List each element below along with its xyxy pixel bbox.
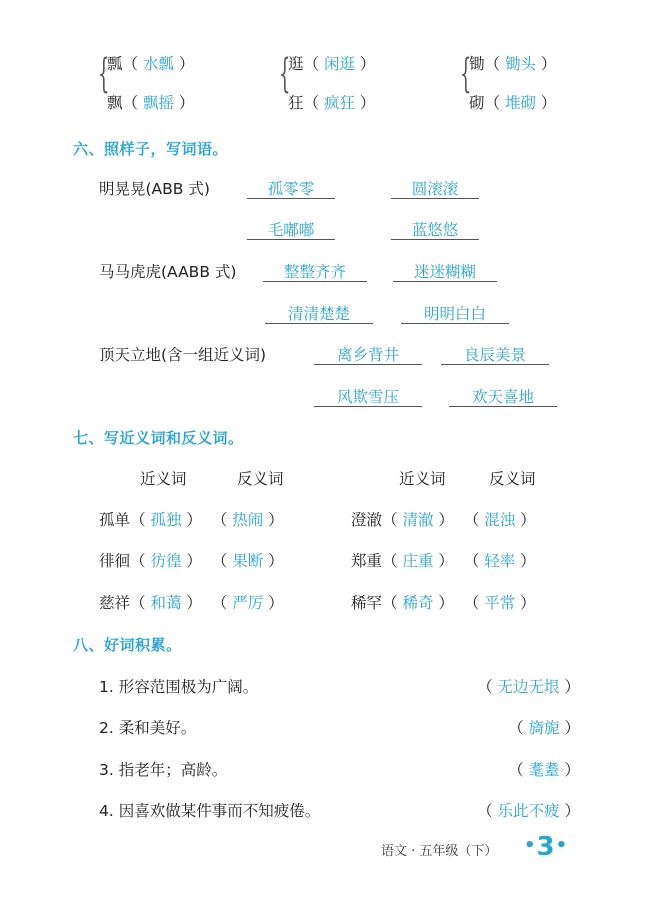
word-row: 稀罕（ 稀奇 ） （ 平常 ）	[351, 594, 536, 612]
char-line: 狂（ 疯狂 ）	[288, 94, 376, 112]
word: 稀罕	[351, 594, 383, 612]
footer-subject: 语文 · 五年级（下）	[381, 844, 498, 859]
section-8-title: 八、好词积累。	[73, 636, 182, 654]
underline	[314, 364, 422, 365]
char: 砌	[469, 94, 485, 112]
brace-icon: {	[460, 51, 472, 97]
answer-blank: 离乡背井	[336, 346, 399, 364]
answer: 疯狂	[323, 94, 355, 112]
pattern-label: 马马虎虎(AABB 式)	[99, 263, 237, 281]
antonym: 热闹	[232, 511, 264, 529]
word: 郑重	[351, 552, 383, 570]
answer-blank: 整整齐齐	[283, 263, 346, 281]
char: 飘	[107, 94, 123, 112]
answer: 堆砌	[504, 94, 536, 112]
answer-blank: 清清楚楚	[287, 305, 350, 323]
page-number-value: 3	[536, 832, 556, 862]
underline	[314, 406, 422, 407]
char-line: 锄（ 锄头 ）	[469, 55, 557, 73]
word-row: 郑重（ 庄重 ） （ 轻率 ）	[351, 552, 536, 570]
definition-text: 1. 形容范围极为广阔。	[99, 678, 259, 696]
definition-answer: （ 旖旎 ）	[508, 719, 580, 737]
word: 慈祥	[99, 594, 131, 612]
definition-text: 2. 柔和美好。	[99, 719, 197, 737]
pattern-label: 明晃晃(ABB 式)	[99, 180, 210, 198]
column-header-antonym: 反义词	[489, 470, 536, 488]
page-number	[524, 832, 568, 862]
definition-answer: （ 乐此不疲 ）	[477, 802, 580, 820]
char-line: 飘（ 飘摇 ）	[107, 94, 195, 112]
word-row: 慈祥（ 和蔼 ） （ 严厉 ）	[99, 594, 284, 612]
answer-blank: 迷迷糊糊	[413, 263, 476, 281]
bullet-icon: •	[555, 835, 569, 856]
word-row: 澄澈（ 清澈 ） （ 混浊 ）	[351, 511, 536, 529]
underline	[263, 281, 367, 282]
answer: 锄头	[504, 55, 536, 73]
answer: 闲逛	[323, 55, 355, 73]
underline	[247, 239, 335, 240]
answer-blank: 蓝悠悠	[411, 221, 459, 239]
answer: 耄耋	[528, 761, 560, 779]
char: 锄	[469, 55, 485, 73]
antonym: 轻率	[484, 552, 516, 570]
underline	[391, 198, 479, 199]
underline	[391, 239, 479, 240]
char: 逛	[288, 55, 304, 73]
antonym: 严厉	[232, 594, 264, 612]
antonym: 果断	[232, 552, 264, 570]
answer-blank: 明明白白	[423, 305, 486, 323]
answer-blank: 良辰美景	[463, 346, 526, 364]
bullet-icon: •	[524, 835, 537, 856]
definition-answer: （ 无边无垠 ）	[477, 678, 580, 696]
definition-answer: （ 耄耋 ）	[508, 761, 580, 779]
word-row: 孤单（ 孤独 ） （ 热闹 ）	[99, 511, 284, 529]
char-line: 瓢（ 水瓢 ）	[107, 55, 195, 73]
synonym: 彷徨	[150, 552, 182, 570]
definition-text: 4. 因喜欢做某件事而不知疲倦。	[99, 802, 321, 820]
char: 狂	[288, 94, 304, 112]
synonym: 清澈	[402, 511, 434, 529]
word: 徘徊	[99, 552, 131, 570]
definition-text: 3. 指老年；高龄。	[99, 761, 228, 779]
answer-blank: 孤零零	[267, 180, 315, 198]
answer-blank: 风欺雪压	[336, 388, 399, 406]
synonym: 稀奇	[402, 594, 434, 612]
synonym: 庄重	[402, 552, 434, 570]
char-line: 逛（ 闲逛 ）	[288, 55, 376, 73]
section-6-title: 六、照样子，写词语。	[73, 140, 229, 158]
answer: 乐此不疲	[497, 802, 560, 820]
answer-blank: 圆滚滚	[411, 180, 459, 198]
antonym: 混浊	[484, 511, 516, 529]
brace-icon: {	[279, 51, 291, 97]
answer-blank: 欢天喜地	[471, 388, 534, 406]
brace-icon: {	[98, 51, 110, 97]
underline	[393, 281, 497, 282]
column-header-synonym: 近义词	[399, 470, 446, 488]
underline	[247, 198, 335, 199]
synonym: 孤独	[150, 511, 182, 529]
underline	[401, 323, 509, 324]
underline	[449, 406, 557, 407]
char: 瓢	[107, 55, 123, 73]
char-line: 砌（ 堆砌 ）	[469, 94, 557, 112]
underline	[441, 364, 549, 365]
word: 澄澈	[351, 511, 383, 529]
section-7-title: 七、写近义词和反义词。	[73, 429, 244, 447]
word: 孤单	[99, 511, 131, 529]
column-header-antonym: 反义词	[237, 470, 284, 488]
answer: 无边无垠	[497, 678, 560, 696]
answer: 旖旎	[528, 719, 560, 737]
word-row: 徘徊（ 彷徨 ） （ 果断 ）	[99, 552, 284, 570]
pattern-label: 顶天立地(含一组近义词)	[99, 346, 267, 364]
answer: 水瓢	[142, 55, 174, 73]
synonym: 和蔼	[150, 594, 182, 612]
antonym: 平常	[484, 594, 516, 612]
answer: 飘摇	[142, 94, 174, 112]
answer-blank: 毛嘟嘟	[267, 221, 315, 239]
column-header-synonym: 近义词	[140, 470, 187, 488]
underline	[265, 323, 373, 324]
